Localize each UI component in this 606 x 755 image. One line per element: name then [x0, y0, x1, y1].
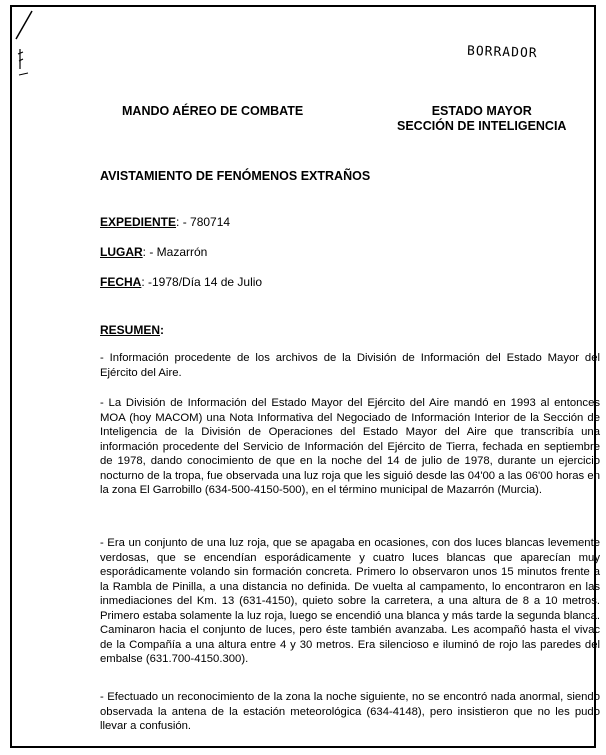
summary-paragraph-1: - Información procedente de los archivos de la División de Información del Estado Mayor del Ejército del Aire.	[100, 352, 600, 379]
header-left: MANDO AÉREO DE COMBATE	[122, 104, 304, 118]
field-lugar-value: : - Mazarrón	[142, 245, 208, 259]
field-expediente-value: : - 780714	[176, 215, 231, 229]
handwritten-margin-marks	[14, 9, 44, 89]
resumen-heading	[100, 323, 164, 337]
resumen-label: RESUMEN	[100, 323, 161, 337]
header-right-line2: SECCIÓN DE INTELIGENCIA	[397, 119, 567, 133]
field-lugar-label: LUGAR	[100, 245, 143, 259]
document-title: AVISTAMIENTO DE FENÓMENOS EXTRAÑOS	[100, 169, 371, 183]
header-right	[397, 104, 566, 134]
field-lugar	[100, 245, 207, 259]
field-fecha	[100, 275, 262, 289]
draft-stamp: BORRADOR	[466, 43, 538, 62]
document-page	[10, 5, 600, 748]
header-right-line1: ESTADO MAYOR	[431, 104, 532, 118]
field-expediente-label: EXPEDIENTE	[100, 215, 177, 229]
summary-paragraph-4: - Efectuado un reconocimiento de la zona la noche siguiente, no se encontró nada anormal, siendo observada la antena de la estación meteorológica (634-4148), pero insistieron que no les pudo llevar a confusión.	[100, 691, 600, 732]
summary-paragraph-2: - La División de Información del Estado Mayor del Ejército del Aire mandó en 1993 al entonces MOA (hoy MACOM) una Nota Informativa del Negociado de Información Interior de la Sección de Inteligencia de la División de Operaciones del Estado Mayor del Aire que transcribía una información procedente del Servicio de Información del Ejército de Tierra, fechada en septiembre de 1978, dando conocimiento de que en la noche del 14 de julio de 1978, durante un ejercicio nocturno de la tropa, fue observada una luz roja que les siguió desde las 04'00 a las 06'00 horas en la zona El Garrobillo (634-500-4150-500), en el término municipal de Mazarrón (Murcia).	[100, 397, 600, 496]
field-fecha-label: FECHA	[100, 275, 142, 289]
field-expediente	[100, 215, 230, 229]
resumen-suffix: :	[160, 323, 165, 337]
field-fecha-value: : -1978/Día 14 de Julio	[141, 275, 263, 289]
summary-paragraph-3: - Era un conjunto de una luz roja, que se apagaba en ocasiones, con dos luces blancas levemente verdosas, que se encendían esporádicamente y cuatro luces blancas que aparecían muy esporádicamente volando sin formación concreta. Primero lo observaron unos 15 minutos frente a la Rambla de Pinilla, a una distancia no definida. De vuelta al campamento, lo encontraron en las inmediaciones del Km. 13 (631-4150), quieto sobre la carretera, a una altura de 8 a 10 metros. Primero estaba solamente la luz roja, luego se encendió una blanca y más tarde la segunda blanca. Caminaron hacia el conjunto de luces, pero éste también avanzaba. Les acompañó hasta el vivac de la Compañía a una altura entre 4 y 30 metros. Era silencioso e iluminó de rojo las paredes del embalse (631.700-4150.300).	[100, 537, 600, 665]
